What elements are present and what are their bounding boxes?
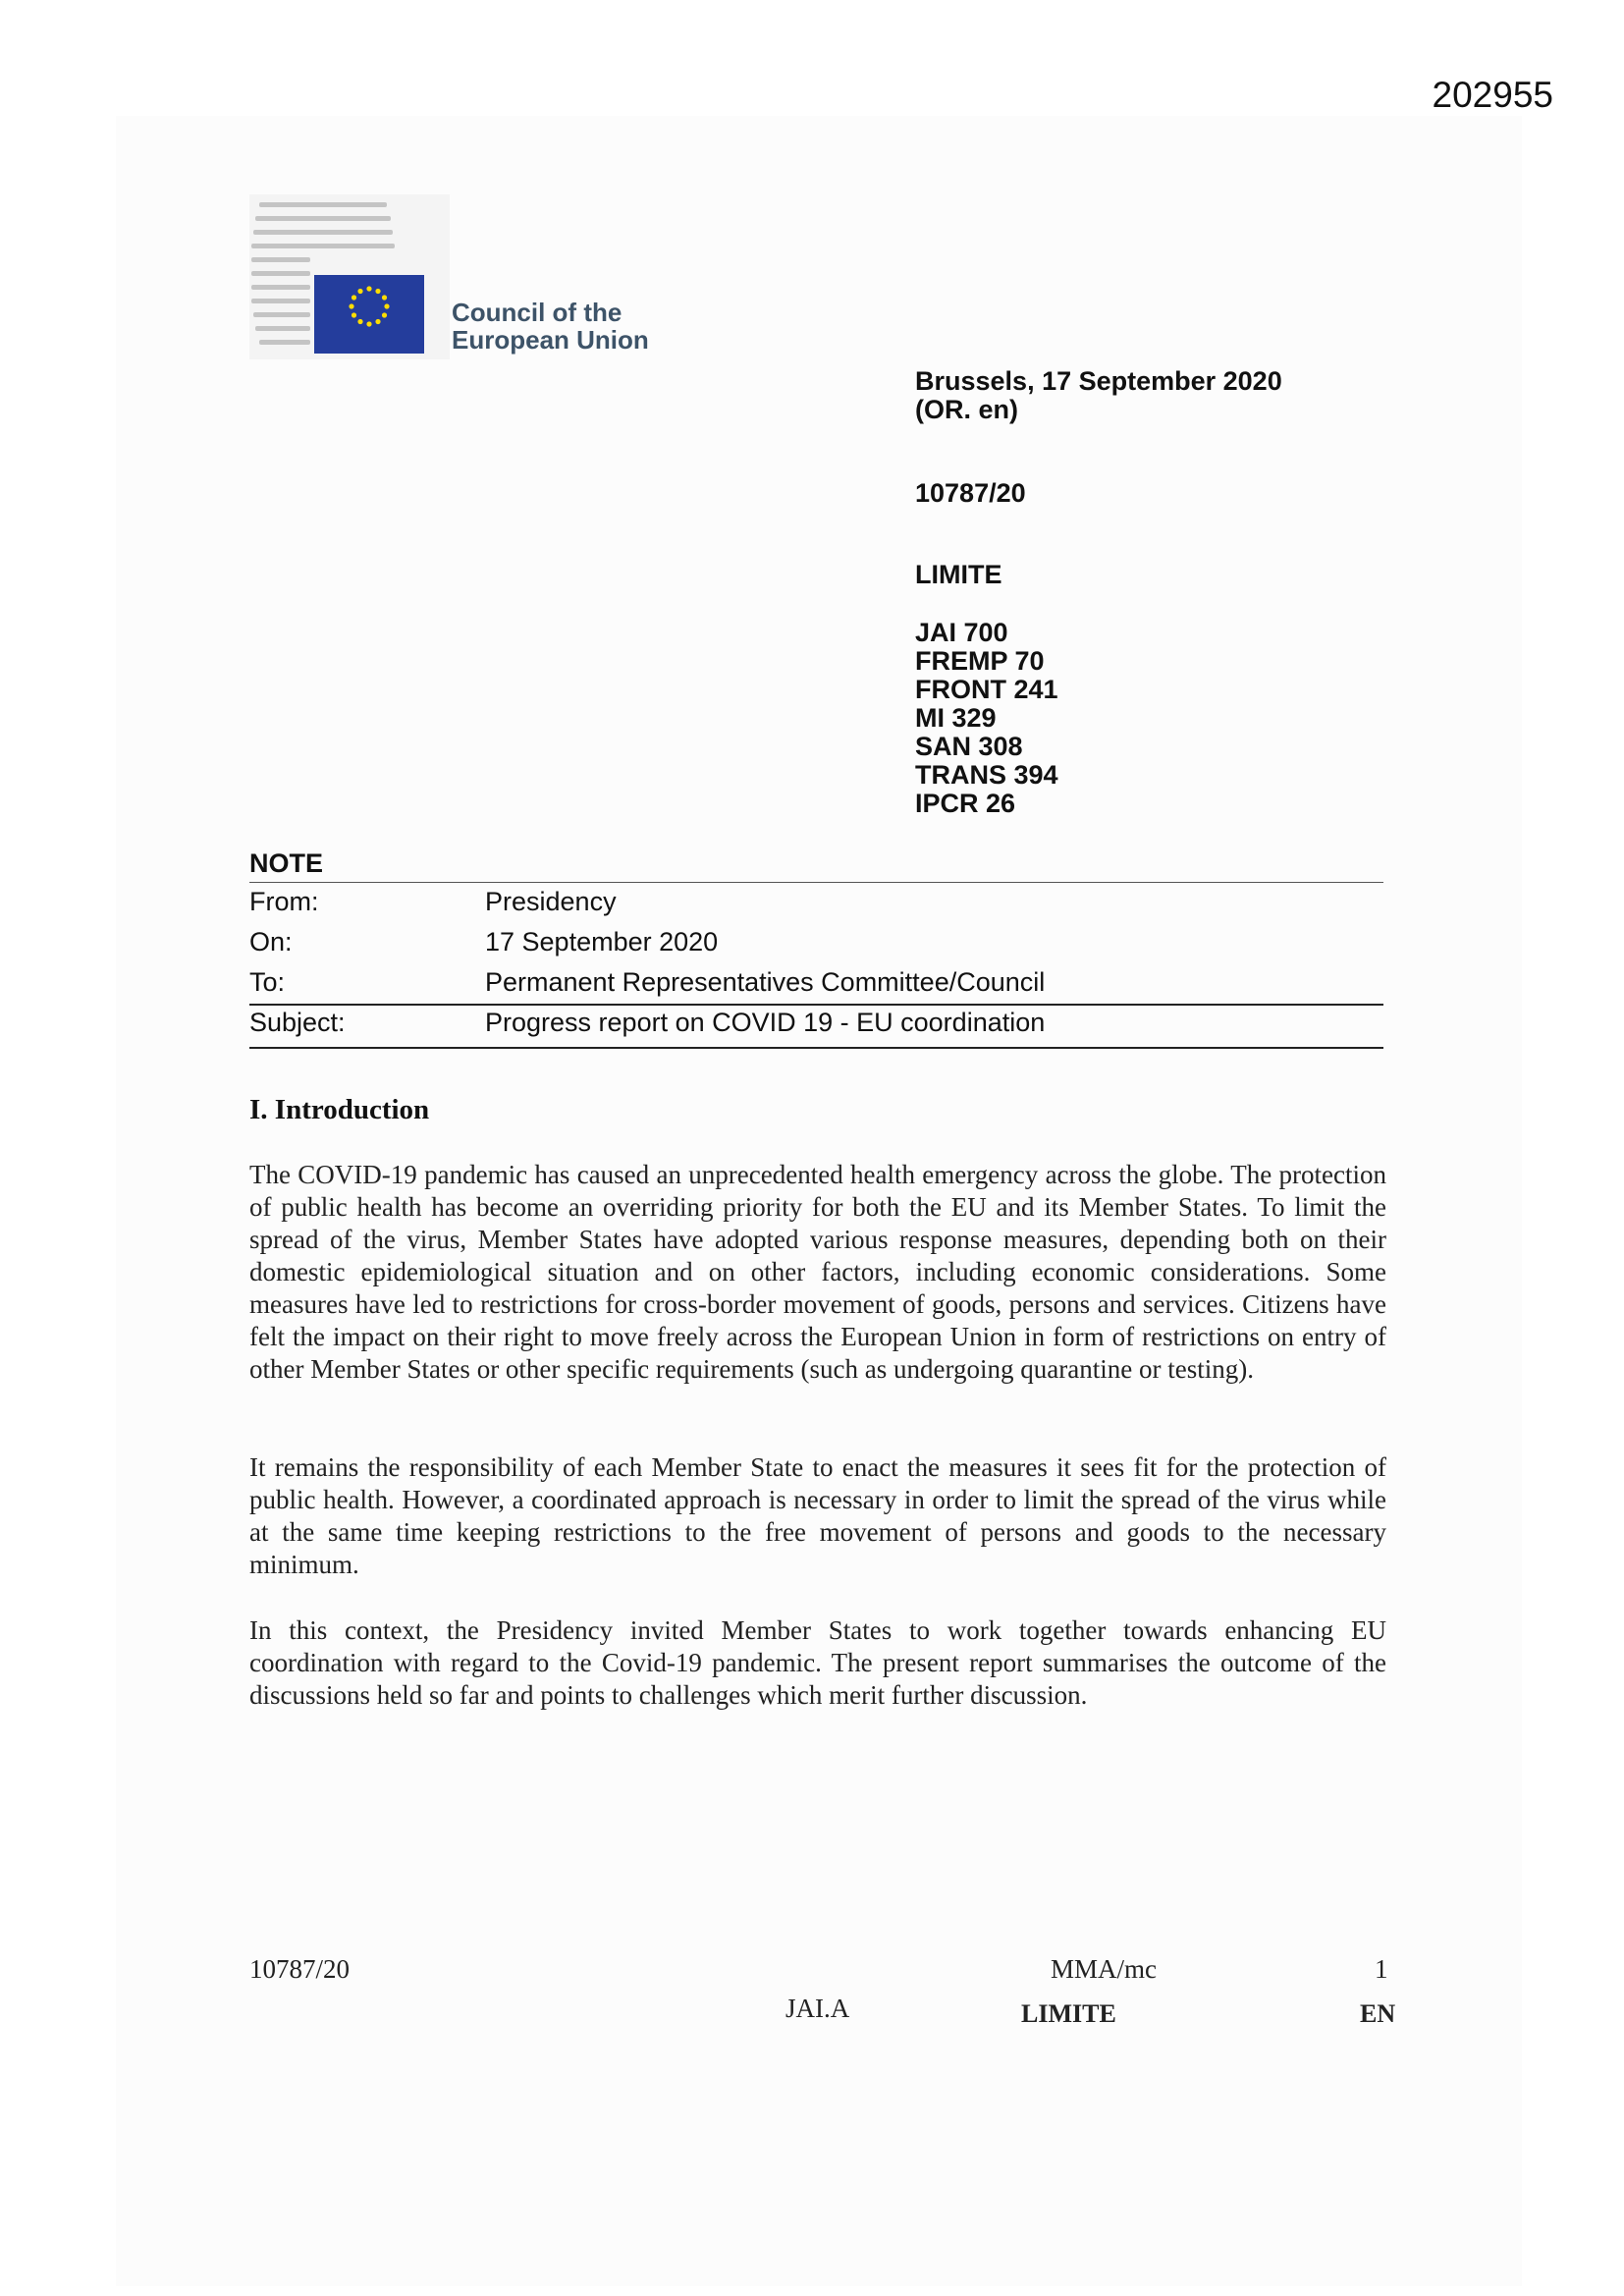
paragraph: The COVID-19 pandemic has caused an unprecedented health emergency across the globe. The protection of public health has become an overriding priority for both the EU and its Member States. To limit the spread of the virus, Member States have adopted various response measures, depending both on their domestic epidemiological situation and on other factors, including economic considerations. Some measures have led to restrictions for cross-border movement of goods, persons and services. Citizens have felt the impact on their right to move freely across the European Union in form of restrictions on entry of other Member States or other specific requirements (such as undergoing quarantine or testing).: [249, 1160, 1386, 1384]
footer-initials: MMA/mc: [1051, 1954, 1157, 1984]
note-value: Presidency: [485, 887, 617, 916]
header-doc-ref: 10787/20: [915, 478, 1026, 508]
header-code: JAI 700: [915, 618, 1008, 647]
paragraph: In this context, the Presidency invited Member States to work together towards enhancing EU coordination with regard to the Covid-19 pandemic. The present report summarises the outcome of the discussions held so far and points to challenges which merit further discussion.: [249, 1615, 1386, 1710]
note-key: From:: [249, 887, 319, 916]
note-row-to: [249, 962, 1383, 1003]
note-table: [249, 882, 1383, 1043]
divider: [249, 1047, 1383, 1049]
document-header: [915, 367, 1282, 818]
header-code: IPCR 26: [915, 789, 1016, 818]
council-emblem-icon: [249, 194, 450, 359]
note-row-from: [249, 882, 1383, 922]
paragraph: It remains the responsibility of each Member State to enact the measures it sees fit for the protection of public health. However, a coordinated approach is necessary in order to limit the spread of the virus while at the same time keeping restrictions to the free movement of persons and goods to the necessary minimum.: [249, 1452, 1386, 1579]
note-key: Subject:: [249, 1008, 346, 1037]
document-number: 202955: [1432, 75, 1553, 115]
header-code: TRANS 394: [915, 760, 1058, 790]
note-label: NOTE: [249, 848, 324, 878]
note-value: Permanent Representatives Committee/Council: [485, 967, 1046, 997]
note-value: Progress report on COVID 19 - EU coordination: [485, 1008, 1046, 1037]
note-key: To:: [249, 967, 286, 997]
note-key: On:: [249, 927, 293, 957]
footer-language: EN: [1360, 1999, 1396, 2028]
footer-directorate: JAI.A: [785, 1994, 850, 2023]
logo-line-2: European Union: [452, 325, 649, 355]
header-date: Brussels, 17 September 2020: [915, 366, 1282, 396]
logo-line-1: Council of the: [452, 298, 623, 327]
note-value: 17 September 2020: [485, 927, 719, 957]
footer-classification: LIMITE: [1021, 1999, 1116, 2028]
logo-wordmark: [452, 299, 649, 354]
council-logo: [249, 194, 662, 361]
footer-page-number: 1: [1375, 1954, 1388, 1984]
note-row-on: [249, 922, 1383, 962]
header-classification: LIMITE: [915, 560, 1002, 589]
header-language: (OR. en): [915, 395, 1018, 424]
header-code: MI 329: [915, 703, 997, 733]
footer-doc-ref: 10787/20: [249, 1954, 351, 1984]
note-row-subject: [249, 1003, 1383, 1043]
header-code: FRONT 241: [915, 675, 1058, 704]
header-codes: [915, 619, 1282, 818]
header-code: FREMP 70: [915, 646, 1045, 676]
header-code: SAN 308: [915, 732, 1023, 761]
section-title: I. Introduction: [249, 1094, 430, 1125]
